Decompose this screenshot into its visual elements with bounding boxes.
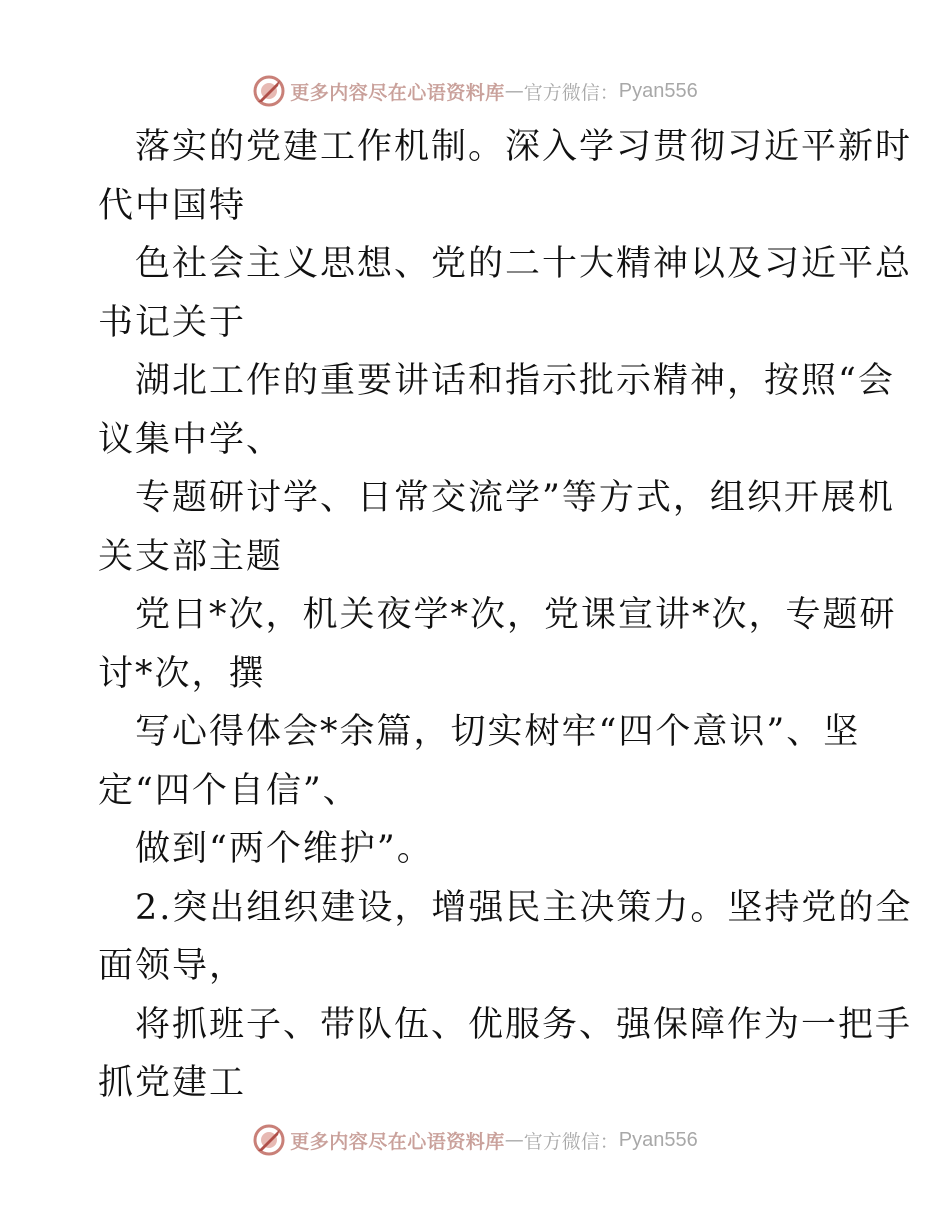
text-line: 色社会主义思想、党的二十大精神以及习近平总	[135, 244, 913, 284]
pen-logo-icon	[252, 74, 286, 108]
text-line: 定“四个自信”、	[98, 770, 360, 811]
text-line: 讨*次，撰	[98, 653, 266, 694]
footer-site-text: 更多内容尽在心语资料库	[290, 1130, 505, 1153]
header-wechat-id: Pyan556	[618, 79, 698, 102]
footer-wechat-label: 官方微信：	[523, 1130, 619, 1153]
text-line: 2.突出组织建设，增强民主决策力。坚持党的全	[135, 887, 913, 928]
text-line: 书记关于	[98, 302, 247, 343]
header-dash: —	[504, 80, 524, 102]
text-line: 抓党建工	[98, 1063, 247, 1103]
text-line: 代中国特	[98, 185, 247, 226]
text-line: 专题研讨学、日常交流学”等方式，组织开展机	[135, 478, 895, 518]
footer-watermark-banner	[0, 1120, 950, 1160]
text-line: 湖北工作的重要讲话和指示批示精神，按照“会	[135, 361, 895, 401]
document-body	[98, 118, 913, 1113]
footer-dash: —	[504, 1129, 524, 1151]
text-line: 面领导，	[98, 946, 247, 986]
text-line: 议集中学、	[98, 419, 284, 460]
footer-wechat-id: Pyan556	[618, 1128, 698, 1151]
header-wechat-label: 官方微信：	[523, 81, 619, 104]
text-line: 关支部主题	[98, 536, 284, 577]
text-line: 写心得体会*余篇，切实树牢“四个意识”、坚	[135, 712, 861, 752]
text-line: 将抓班子、带队伍、优服务、强保障作为一把手	[135, 1004, 913, 1045]
text-line: 党日*次，机关夜学*次，党课宣讲*次，专题研	[135, 595, 897, 635]
pen-logo-icon	[252, 1123, 286, 1157]
text-line: 落实的党建工作机制。深入学习贯彻习近平新时	[135, 127, 913, 167]
text-line: 做到“两个维护”。	[135, 829, 434, 869]
header-watermark-banner	[0, 71, 950, 111]
header-site-text: 更多内容尽在心语资料库	[290, 81, 505, 104]
